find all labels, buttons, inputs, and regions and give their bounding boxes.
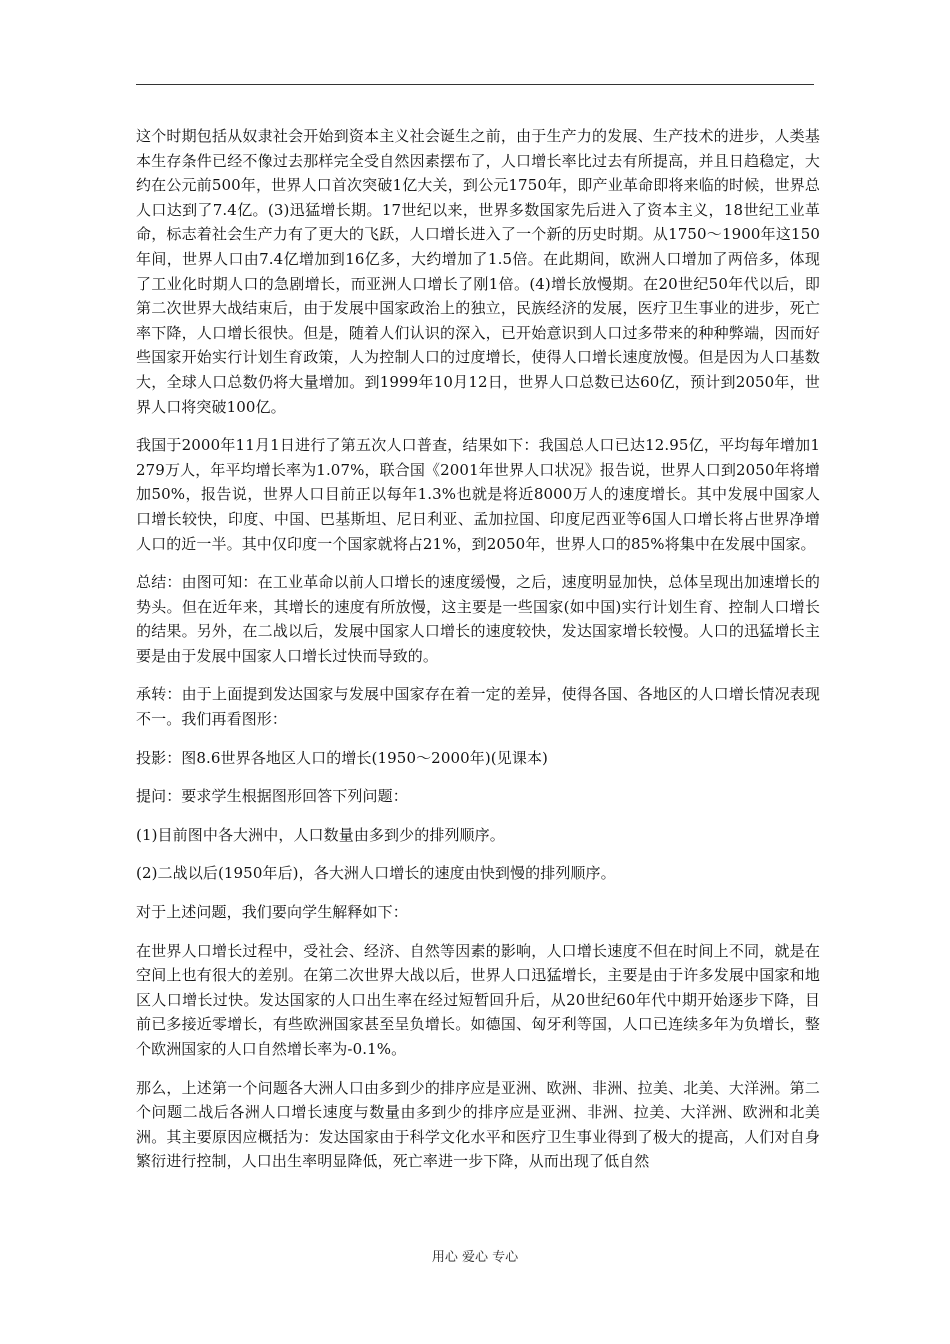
- paragraph-census: 我国于2000年11月1日进行了第五次人口普查，结果如下：我国总人口已达12.95亿，平均每年增加1279万人，年平均增长率为1.07%，联合国《2001年世界人口状况》报告说，世界人口到2050年将增加50%，报告说，世界人口目前正以每年1.3%也就是将近8000万人的速度增长。其中发展中国家人口增长较快，印度、中国、巴基斯坦、尼日利亚、孟加拉国、印度尼西亚等6国人口增长将占世界净增人口的近一半。其中仅印度一个国家就将占21%，到2050年，世界人口的85%将集中在发展中国家。: [136, 436, 820, 553]
- paragraph-answer: 那么，上述第一个问题各大洲人口由多到少的排序应是亚洲、欧洲、非洲、拉美、北美、大洋洲。第二个问题二战后各洲人口增长速度与数量由多到少的排序应是亚洲、非洲、拉美、大洋洲、欧洲和北美洲。其主要原因应概括为：发达国家由于科学文化水平和医疗卫生事业得到了极大的提高，人们对自身繁衍进行控制，人口出生率明显降低，死亡率进一步下降，从而出现了低自然: [136, 1078, 820, 1171]
- paragraph-summary: 总结：由图可知：在工业革命以前人口增长的速度缓慢，之后，速度明显加快，总体呈现出加速增长的势头。但在近年来，其增长的速度有所放慢，这主要是一些国家(如中国)实行计划生育、控制人口增长的结果。另外，在二战以后，发展中国家人口增长的速度较快，发达国家增长较慢。人口的迅猛增长主要是由于发展中国家人口增长过快而导致的。: [136, 573, 820, 665]
- document-body: [136, 124, 820, 1188]
- paragraph-transition: 承转：由于上面提到发达国家与发展中国家存在着一定的差异，使得各国、各地区的人口增长情况表现不一。我们再看图形：: [136, 685, 820, 729]
- paragraph-question-2: (2)二战以后(1950年后)，各大洲人口增长的速度由快到慢的排列顺序。: [136, 864, 616, 883]
- paragraph-population-history: 这个时期包括从奴隶社会开始到资本主义社会诞生之前，由于生产力的发展、生产技术的进步，人类基本生存条件已经不像过去那样完全受自然因素摆布了，人口增长率比过去有所提高，并且日趋稳定，大约在公元前500年，世界人口首次突破1亿大关，到公元1750年，即产业革命即将来临的时候，世界总人口达到了7.4亿。(3)迅猛增长期。17世纪以来，世界多数国家先后进入了资本主义，18世纪工业革命，标志着社会生产力有了更大的飞跃，人口增长进入了一个新的历史时期。从1750～1900年这150年间，世界人口由7.4亿增加到16亿多，大约增加了1.5倍。在此期间，欧洲人口增加了两倍多，体现了工业化时期人口的急剧增长，而亚洲人口增长了刚1倍。(4)增长放慢期。在20世纪50年代以后，即第二次世界大战结束后，由于发展中国家政治上的独立，民族经济的发展，医疗卫生事业的进步，死亡率下降，人口增长很快。但是，随着人们认识的深入，已开始意识到人口过多带来的种种弊端，因而好些国家开始实行计划生育政策，人为控制人口的过度增长，使得人口增长速度放慢。但是因为人口基数大，全球人口总数仍将大量增加。到1999年10月12日，世界人口总数已达60亿，预计到2050年，世界人口将突破100亿。: [136, 127, 820, 416]
- paragraph-question-prompt: 提问：要求学生根据图形回答下列问题：: [136, 787, 408, 806]
- paragraph-explanation: 在世界人口增长过程中，受社会、经济、自然等因素的影响，人口增长速度不但在时间上不同，就是在空间上也有很大的差别。在第二次世界大战以后，世界人口迅猛增长，主要是由于许多发展中国家和地区人口增长过快。发达国家的人口出生率在经过短暂回升后，从20世纪60年代中期开始逐步下降，目前已多接近零增长，有些欧洲国家甚至呈负增长。如德国、匈牙利等国，人口已连续多年为负增长，整个欧洲国家的人口自然增长率为-0.1%。: [136, 941, 820, 1058]
- page-footer: 用心 爱心 专心: [431, 1250, 519, 1265]
- paragraph-question-1: (1)目前图中各大洲中，人口数量由多到少的排列顺序。: [136, 825, 505, 844]
- paragraph-projection: 投影：图8.6世界各地区人口的增长(1950～2000年)(见课本): [136, 748, 549, 767]
- paragraph-explanation-intro: 对于上述问题，我们要向学生解释如下：: [136, 903, 408, 922]
- header-rule: [136, 84, 814, 85]
